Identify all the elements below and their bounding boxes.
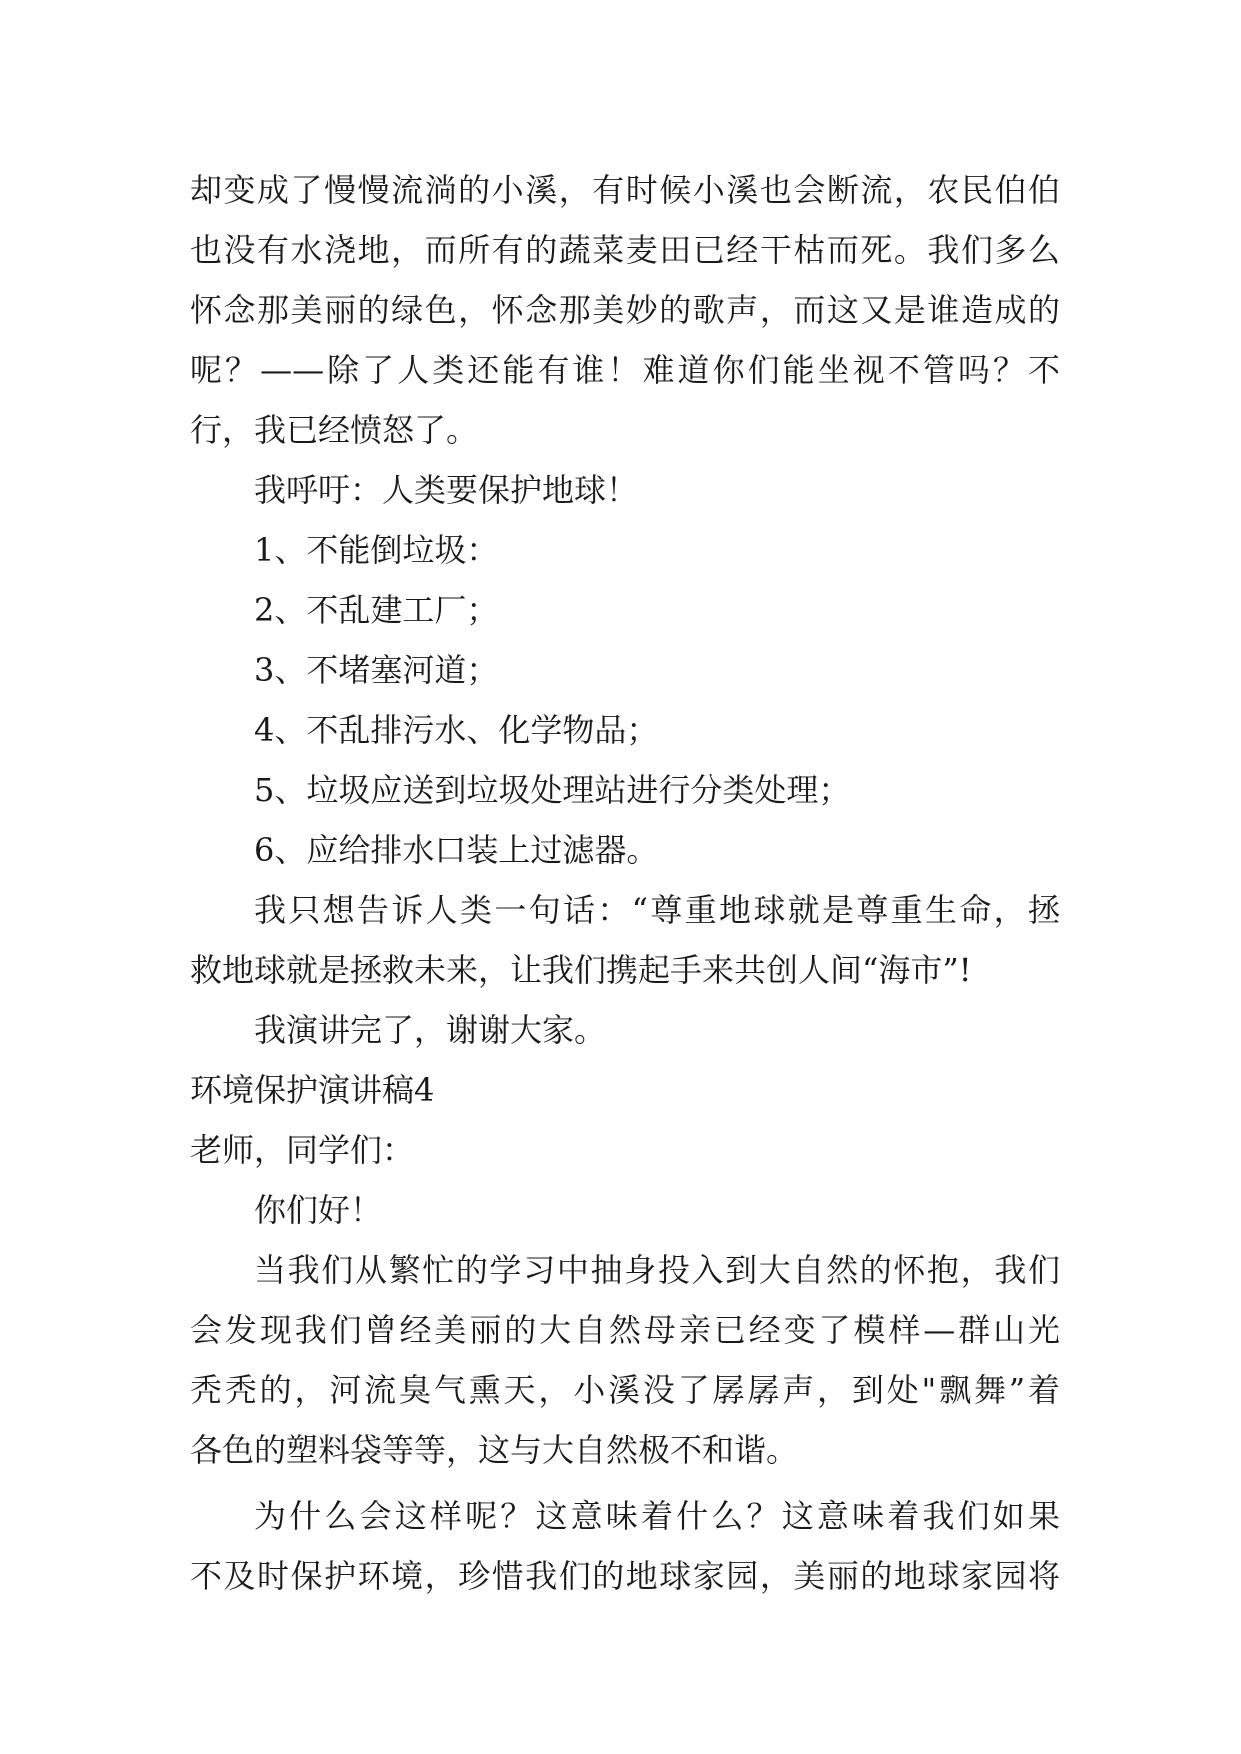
paragraph-line: 呢？——除了人类还能有谁！难道你们能坐视不管吗？不 <box>190 351 1060 389</box>
list-item: 2、不乱建工厂； <box>254 591 499 629</box>
list-item: 3、不堵塞河道； <box>254 651 499 689</box>
paragraph-line: 当我们从繁忙的学习中抽身投入到大自然的怀抱，我们 <box>254 1251 1060 1289</box>
paragraph-line: 各色的塑料袋等等，这与大自然极不和谐。 <box>190 1431 799 1469</box>
paragraph-line: 却变成了慢慢流淌的小溪，有时候小溪也会断流，农民伯伯 <box>190 171 1060 209</box>
list-item: 6、应给排水口装上过滤器。 <box>254 831 659 869</box>
paragraph-line: 我演讲完了，谢谢大家。 <box>254 1011 607 1049</box>
paragraph-line: 我只想告诉人类一句话：“尊重地球就是尊重生命，拯 <box>254 891 1060 929</box>
section-title: 环境保护演讲稿4 <box>190 1071 435 1109</box>
paragraph-line: 为什么会这样呢？这意味着什么？这意味着我们如果 <box>254 1497 1060 1535</box>
salutation: 老师，同学们： <box>190 1131 415 1169</box>
paragraph-line: 行，我已经愤怒了。 <box>190 411 479 449</box>
paragraph-line: 也没有水浇地，而所有的蔬菜麦田已经干枯而死。我们多么 <box>190 231 1060 269</box>
paragraph-line: 会发现我们曾经美丽的大自然母亲已经变了模样—群山光 <box>190 1311 1060 1349</box>
list-item: 4、不乱排污水、化学物品； <box>254 711 659 749</box>
list-item: 1、不能倒垃圾： <box>254 531 499 569</box>
document-page <box>190 160 1060 1606</box>
paragraph-line: 不及时保护环境，珍惜我们的地球家园，美丽的地球家园将 <box>190 1557 1060 1595</box>
paragraph-line: 怀念那美丽的绿色，怀念那美妙的歌声，而这又是谁造成的 <box>190 291 1060 329</box>
call-to-action: 我呼吁：人类要保护地球！ <box>254 471 639 509</box>
list-item: 5、垃圾应送到垃圾处理站进行分类处理； <box>254 771 851 809</box>
greeting: 你们好！ <box>254 1191 383 1229</box>
paragraph-line: 救地球就是拯救未来，让我们携起手来共创人间“海市”! <box>190 951 972 989</box>
paragraph-line: 秃秃的，河流臭气熏天，小溪没了孱孱声，到处"飘舞”着 <box>190 1371 1060 1409</box>
